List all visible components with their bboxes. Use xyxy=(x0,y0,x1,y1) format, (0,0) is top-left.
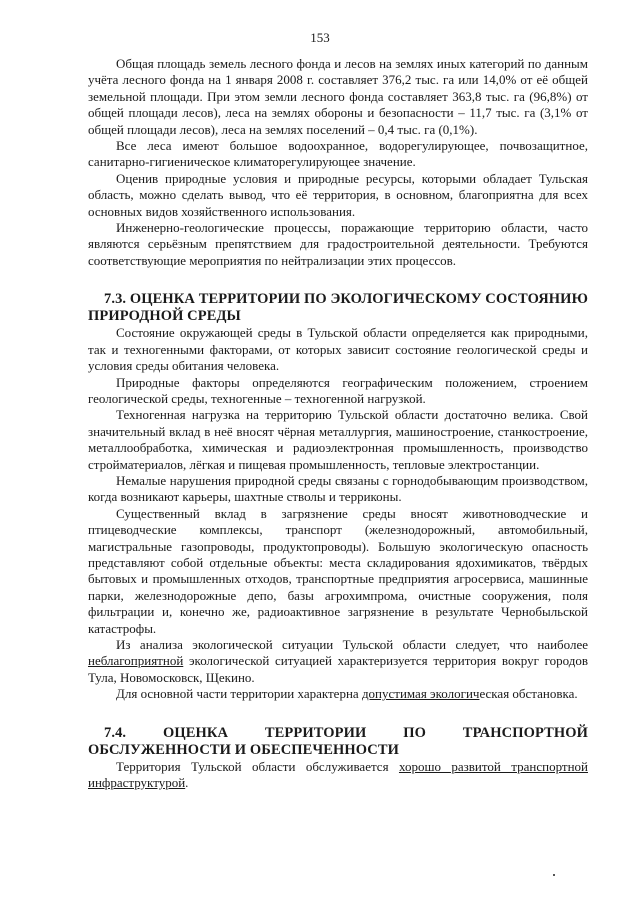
text-run: Территория Тульской области обслуживается xyxy=(116,758,399,774)
paragraph xyxy=(88,686,588,702)
page-number: 153 xyxy=(310,30,330,45)
paragraph: Немалые нарушения природной среды связаны с горнодобывающим производством, когда возникают карьеры, шахтные стволы и терриконы. xyxy=(88,472,588,505)
paragraph: Природные факторы определяются географическим положением, строением геологической среды, техногенные – техногенной нагрузкой. xyxy=(88,374,588,406)
section-heading-7-3: 7.3. ОЦЕНКА ТЕРРИТОРИИ ПО ЭКОЛОГИЧЕСКОМУ СОСТОЯНИЮ ПРИРОДНОЙ СРЕДЫ xyxy=(88,291,588,325)
section-heading-7-4: 7.4. ОЦЕНКА ТЕРРИТОРИИ ПО ТРАНСПОРТНОЙ ОБСЛУЖЕННОСТИ И ОБЕСПЕЧЕННОСТИ xyxy=(88,724,588,758)
scan-speck xyxy=(553,874,555,876)
text-run: Из анализа экологической ситуации Тульской области следует, что наиболее xyxy=(116,637,588,652)
page-body xyxy=(88,56,588,791)
underlined-text: хорошо развитой транспортной инфраструктурой xyxy=(88,758,588,791)
underlined-text: неблагоприятной xyxy=(88,653,184,669)
paragraph: Техногенная нагрузка на территорию Тульской области достаточно велика. Свой значительный вклад в неё вносят чёрная металлургия, машиностроение, станкостроение, металлообработка, химическая и радиоэлектронная промышленность, производство стройматериалов, лёгкая и пищевая промышленность, тепловые электростанции. xyxy=(88,407,588,472)
text-run: . xyxy=(185,775,189,791)
text-run: экологической ситуацией характеризуется территория вокруг городов Тула, Новомосковск, Щекино. xyxy=(88,653,588,685)
paragraph: Все леса имеют большое водоохранное, водорегулирующее, почвозащитное, санитарно-гигиеническое климаторегулирующее значение. xyxy=(88,138,588,170)
paragraph: Оценив природные условия и природные ресурсы, которыми обладает Тульская область, можно сделать вывод, что её территория, в основном, благоприятна для всех основных видов хозяйственного использования. xyxy=(88,170,588,219)
underlined-text: допустимая экологич xyxy=(361,686,480,702)
paragraph: Инженерно-геологические процессы, поражающие территорию области, часто являются серьёзным препятствием для градостроительной деятельности. Требуются соответствующие мероприятия по нейтрализации этих процессов. xyxy=(88,220,588,268)
paragraph xyxy=(88,759,588,792)
paragraph: Существенный вклад в загрязнение среды вносят животноводческие и птицеводческие комплексы, транспорт (железнодорожный, автомобильный, магистральные газопроводы, продуктопроводы). Большую экологическую опасность представляют собой отдельные объекты: места складирования ядохимикатов, твёрдых бытовых и промышленных отходов, транспортные предприятия агросервиса, машинные парки, железнодорожные депо, базы агрохимпрома, очистные сооружения, поля фильтрации и, конечно же, радиоактивное загрязнение в результате Чернобыльской катастрофы. xyxy=(88,505,588,636)
text-run: Для основной части территории характерна xyxy=(116,686,362,702)
text-run: еская обстановка. xyxy=(479,686,578,702)
paragraph xyxy=(88,637,588,686)
paragraph: Состояние окружающей среды в Тульской области определяется как природными, так и техногенными факторами, от которых зависит состояние геологической среды и условия среды обитания человека. xyxy=(88,325,588,374)
paragraph: Общая площадь земель лесного фонда и лесов на землях иных категорий по данным учёта лесного фонда на 1 января 2008 г. составляет 376,2 тыс. га или 14,0% от её общей земельной площади. При этом земли лесного фонда составляет 363,8 тыс. га (96,8%) от общей площади лесов), леса на землях обороны и безопасности – 11,7 тыс. га (3,1% от общей площади лесов), леса на землях поселений – 0,4 тыс. га (0,1%). xyxy=(88,56,588,137)
